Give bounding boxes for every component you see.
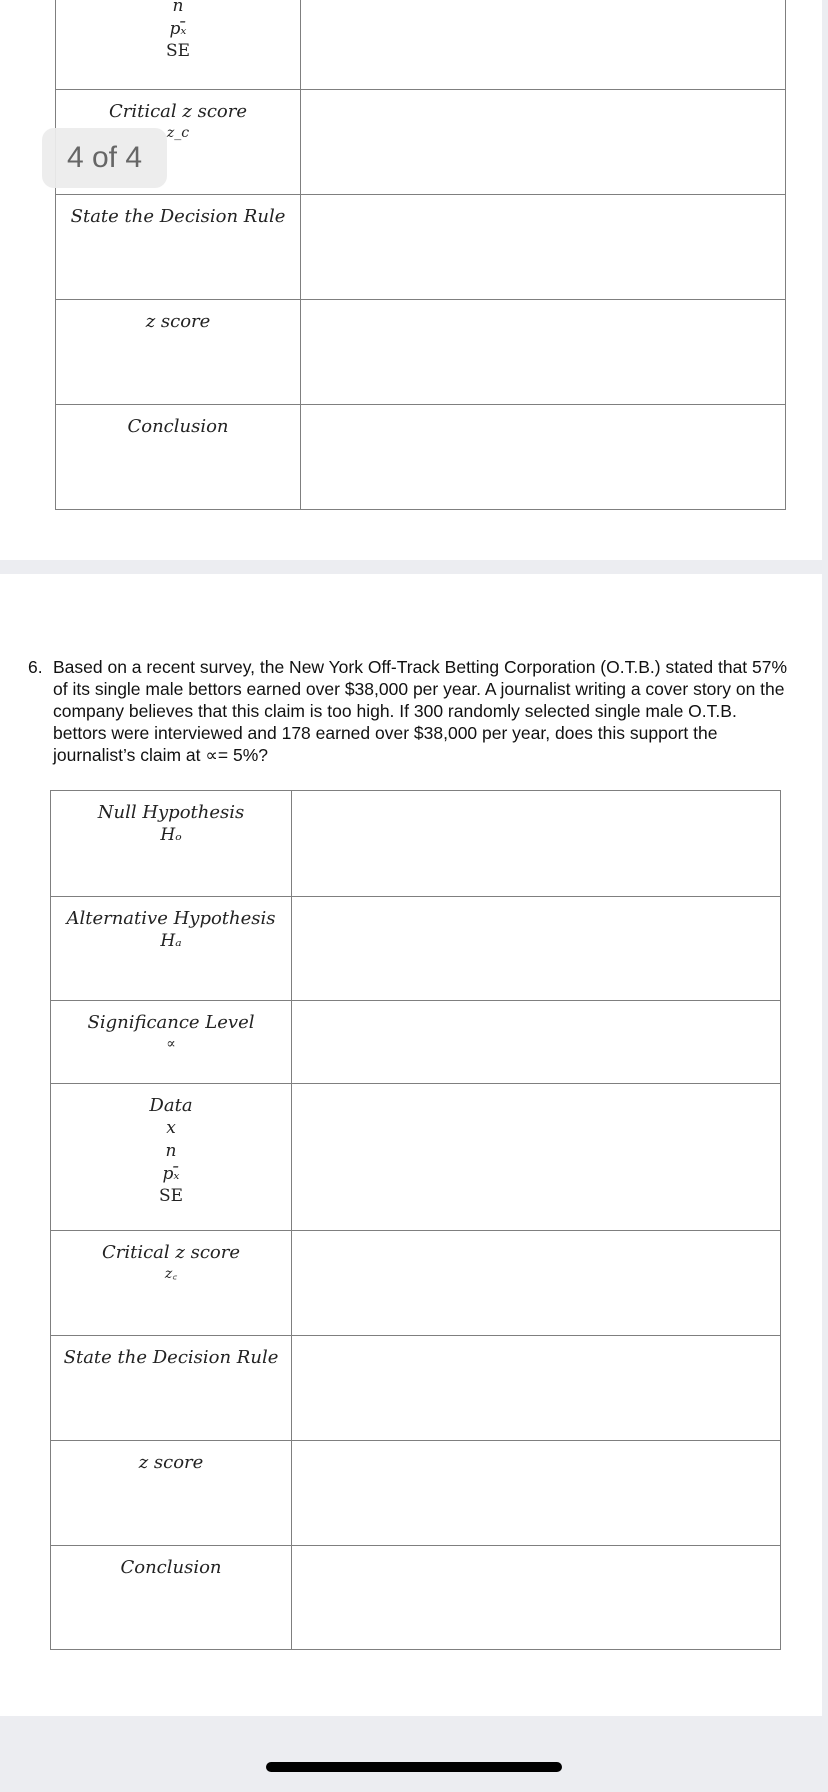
zc-symbol: z_c [166, 125, 190, 141]
conclusion-label: Conclusion [120, 1557, 222, 1578]
x-symbol: x [166, 1118, 176, 1138]
alt-hypothesis-label-cell [51, 897, 292, 1001]
conclusion-label: Conclusion [127, 416, 229, 437]
question-number: 6. [28, 657, 43, 677]
hypothesis-table-previous [55, 0, 786, 510]
critical-z-label-cell [51, 1231, 292, 1336]
table-row-decision-rule [56, 195, 786, 300]
se-symbol: SE [158, 1186, 184, 1206]
n-symbol: n [172, 0, 184, 16]
answer-cell-alt-hypothesis[interactable] [292, 897, 781, 1001]
table-row-alt-hypothesis [51, 897, 781, 1001]
answer-cell-decision-rule[interactable] [292, 1336, 781, 1441]
answer-cell-conclusion[interactable] [292, 1546, 781, 1650]
answer-cell-z-score[interactable] [301, 300, 786, 405]
null-hypothesis-label: Null Hypothesis [97, 802, 245, 823]
answer-cell-significance[interactable] [292, 1001, 781, 1084]
alt-hypothesis-label: Alternative Hypothesis [66, 908, 276, 929]
worksheet-page-current [0, 574, 822, 1716]
table-row-data [51, 1084, 781, 1231]
worksheet-page-previous [0, 0, 822, 560]
se-symbol: SE [165, 41, 191, 61]
decision-rule-label-cell [51, 1336, 292, 1441]
answer-cell-conclusion[interactable] [301, 405, 786, 510]
null-hypothesis-label-cell [51, 791, 292, 897]
alpha-symbol: ∝ [166, 1036, 176, 1052]
decision-rule-label: State the Decision Rule [63, 1347, 279, 1368]
table-row-data [56, 0, 786, 90]
data-label-cell [56, 0, 301, 90]
significance-label: Significance Level [87, 1012, 255, 1033]
decision-rule-label: State the Decision Rule [70, 206, 286, 227]
significance-label-cell [51, 1001, 292, 1084]
critical-z-label: Critical z score [108, 101, 248, 122]
data-label: Data [149, 1095, 193, 1116]
table-row-z-score [51, 1441, 781, 1546]
answer-cell-null-hypothesis[interactable] [292, 791, 781, 897]
answer-cell-data[interactable] [292, 1084, 781, 1231]
table-row-z-score [56, 300, 786, 405]
ha-symbol: Hₐ [160, 931, 182, 951]
conclusion-label-cell [51, 1546, 292, 1650]
table-row-conclusion [56, 405, 786, 510]
answer-cell-decision-rule[interactable] [301, 195, 786, 300]
n-symbol: n [165, 1141, 177, 1161]
zc-symbol: z꜀ [164, 1266, 178, 1282]
hypothesis-table [50, 790, 781, 1650]
home-indicator[interactable] [266, 1762, 562, 1772]
data-label-cell [51, 1084, 292, 1231]
answer-cell-z-score[interactable] [292, 1441, 781, 1546]
question-text: Based on a recent survey, the New York Off-Track Betting Corporation (O.T.B.) stated that 57% of its single male bettors earned over $38,000 per year. A journalist writing a cover story on the company believes that this claim is too high. If 300 randomly selected single male O.T.B. bettors were interviewed and 178 earned over $38,000 per year, does this support the journalist’s claim at ∝= 5%? [53, 657, 788, 765]
z-score-label-cell [56, 300, 301, 405]
h0-symbol: Hₒ [160, 825, 182, 845]
table-row-null-hypothesis [51, 791, 781, 897]
z-score-label: z score [138, 1452, 204, 1473]
table-row-critical-z [51, 1231, 781, 1336]
critical-z-label: Critical z score [101, 1242, 241, 1263]
z-score-label: z score [145, 311, 211, 332]
conclusion-label-cell [56, 405, 301, 510]
table-row-conclusion [51, 1546, 781, 1650]
page-indicator-badge: 4 of 4 [42, 128, 167, 188]
question-6 [28, 656, 794, 766]
answer-cell-data[interactable] [301, 0, 786, 90]
answer-cell-critical-z[interactable] [301, 90, 786, 195]
p-bar-symbol: pₓ̄ [169, 19, 187, 39]
table-row-significance [51, 1001, 781, 1084]
answer-cell-critical-z[interactable] [292, 1231, 781, 1336]
p-bar-symbol: pₓ̄ [162, 1164, 180, 1184]
table-row-decision-rule [51, 1336, 781, 1441]
z-score-label-cell [51, 1441, 292, 1546]
decision-rule-label-cell [56, 195, 301, 300]
